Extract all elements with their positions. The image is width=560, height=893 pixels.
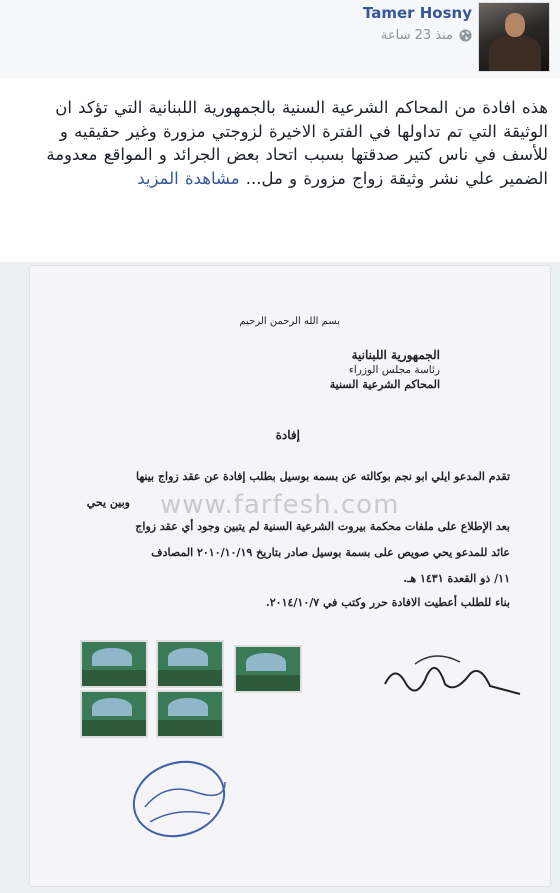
avatar-figure — [489, 35, 541, 72]
document-photo[interactable] — [30, 266, 550, 886]
doc-body-line-6: بناء للطلب أعطيت الافادة حرر وكتب في ٢٠١٤/١٠/٧. — [265, 596, 510, 609]
see-more-link[interactable]: مشاهدة المزيد — [137, 168, 240, 188]
author-name[interactable]: Tamer Hosny — [362, 4, 472, 22]
doc-basmala: بسم الله الرحمن الرحيم — [239, 316, 340, 327]
doc-body-line-4: عائد للمدعو يحي صويص على بسمة بوسيل صادر بتاريخ ٢٠١٠/١٠/١٩ المصادف — [151, 546, 510, 559]
avatar-face — [505, 13, 525, 37]
globe-icon[interactable] — [459, 29, 472, 42]
post-timestamp[interactable]: منذ 23 ساعة — [380, 28, 453, 43]
signature-image — [375, 644, 525, 704]
doc-body-line-2: وبين يحي — [86, 496, 130, 509]
author-avatar[interactable] — [478, 2, 550, 72]
watermark-text: www.farfesh.com — [160, 490, 400, 520]
court-seal-stamp — [125, 752, 233, 846]
post-message-text: هذه افادة من المحاكم الشرعية السنية بالجمهورية اللبنانية التي تؤكد ان الوثيقة التي تم تداولها في الفترة الاخيرة لزوجتي مزورة وغير حقيقيه و للأسف في ناس كتير صدقتها بسبب اتحاد بعض الجرائد و المواقع معدومة الضمير علي نشر وثيقة زواج مزورة و مل... — [46, 98, 548, 188]
doc-header-ministry: رئاسة مجلس الوزراء — [348, 364, 440, 376]
revenue-stamp — [80, 640, 148, 688]
post-message — [8, 96, 548, 190]
revenue-stamp — [80, 690, 148, 738]
doc-header-republic: الجمهورية اللبنانية — [351, 348, 440, 362]
doc-body-line-1: تقدم المدعو ايلي ابو نجم بوكالته عن بسمه بوسيل بطلب إفادة عن عقد زواج بينها — [136, 470, 510, 483]
doc-header-courts: المحاكم الشرعية السنية — [329, 378, 440, 391]
doc-body-line-5: ١١/ ذو القعدة ١٤٣١ هـ. — [403, 572, 510, 585]
post-header — [0, 0, 560, 78]
doc-title: إفادة — [275, 428, 300, 442]
revenue-stamp — [156, 690, 224, 738]
revenue-stamp — [234, 645, 302, 693]
doc-body-line-3: بعد الإطلاع على ملفات محكمة بيروت الشرعية السنية لم يتبين وجود أي عقد زواج — [135, 520, 510, 533]
revenue-stamp — [156, 640, 224, 688]
post-meta — [381, 28, 472, 43]
